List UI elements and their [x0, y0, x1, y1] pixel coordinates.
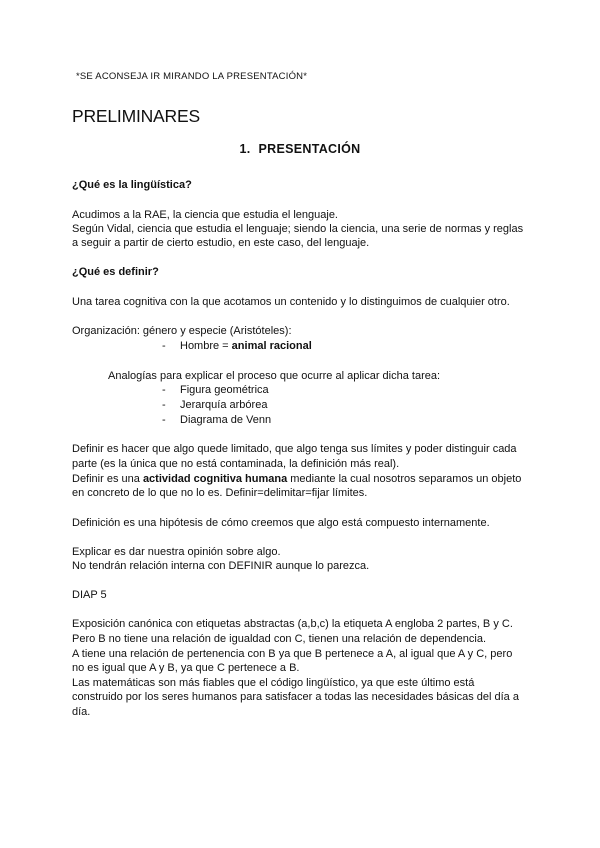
analogia-item: Figura geométrica: [180, 384, 269, 396]
question-linguistica: ¿Qué es la lingüística?: [72, 179, 192, 191]
paragraph-line: No tendrán relación interna con DEFINIR aunque lo parezca.: [72, 560, 370, 572]
list-dash: -: [162, 384, 166, 396]
text-run: Definir es una: [72, 473, 143, 485]
list-dash: -: [162, 399, 166, 411]
paragraph-line: Acudimos a la RAE, la ciencia que estudia el lenguaje.: [72, 209, 338, 221]
organizacion-label: Organización: género y especie (Aristóteles):: [72, 325, 292, 337]
paragraph-line: Las matemáticas son más fiables que el código lingüístico, ya que este último está: [72, 677, 475, 689]
paragraph-line: Exposición canónica con etiquetas abstractas (a,b,c) la etiqueta A engloba 2 partes, B y C.: [72, 618, 513, 630]
paragraph-line: Explicar es dar nuestra opinión sobre algo.: [72, 546, 281, 558]
paragraph-line: [72, 472, 521, 486]
paragraph-line: parte (es la única que no está contaminada, la definición más real).: [72, 458, 400, 470]
list-dash: -: [162, 414, 166, 426]
org-list-item: [180, 339, 312, 353]
analogia-item: Diagrama de Venn: [180, 414, 272, 426]
paragraph-line: construido por los seres humanos para satisfacer a todas las necesidades básicas del día a: [72, 691, 519, 703]
paragraph-line: A tiene una relación de pertenencia con B ya que B pertenece a A, al igual que A y C, pero: [72, 648, 513, 660]
slide-reference: DIAP 5: [72, 589, 107, 601]
section-title: PRELIMINARES: [72, 106, 200, 126]
paragraph-line: no es igual que A y B, ya que C pertenece a B.: [72, 662, 300, 674]
chapter-heading: [0, 142, 600, 156]
bold-text-run: actividad cognitiva humana: [142, 473, 288, 485]
analogias-label: Analogías para explicar el proceso que ocurre al aplicar dicha tarea:: [108, 370, 441, 382]
heading-text: PRESENTACIÓN: [258, 142, 361, 156]
paragraph-line: en concreto de lo que no lo es. Definir=delimitar=fijar límites.: [72, 487, 368, 499]
paragraph-line: Según Vidal, ciencia que estudia el lenguaje; siendo la ciencia, una serie de normas y reglas: [72, 223, 524, 235]
question-definir: ¿Qué es definir?: [72, 266, 159, 278]
paragraph-line: Una tarea cognitiva con la que acotamos un contenido y lo distinguimos de cualquier otro.: [72, 296, 510, 308]
text-run: mediante la cual nosotros separamos un objeto: [287, 473, 522, 485]
list-dash: -: [162, 340, 166, 352]
advice-note: *SE ACONSEJA IR MIRANDO LA PRESENTACIÓN*: [76, 71, 308, 82]
analogia-item: Jerarquía arbórea: [180, 399, 268, 411]
paragraph-line: Definir es hacer que algo quede limitado, que algo tenga sus límites y poder distinguir cada: [72, 443, 517, 455]
org-item-prefix: Hombre =: [180, 340, 232, 352]
paragraph-line: Pero B no tiene una relación de igualdad con C, tienen una relación de dependencia.: [72, 633, 487, 645]
paragraph-line: a seguir a partir de cierto estudio, en este caso, del lenguaje.: [72, 237, 370, 249]
heading-number: 1.: [239, 142, 251, 156]
paragraph-line: Definición es una hipótesis de cómo creemos que algo está compuesto internamente.: [72, 517, 490, 529]
org-item-bold: animal racional: [231, 340, 312, 352]
paragraph-line: día.: [72, 706, 91, 718]
